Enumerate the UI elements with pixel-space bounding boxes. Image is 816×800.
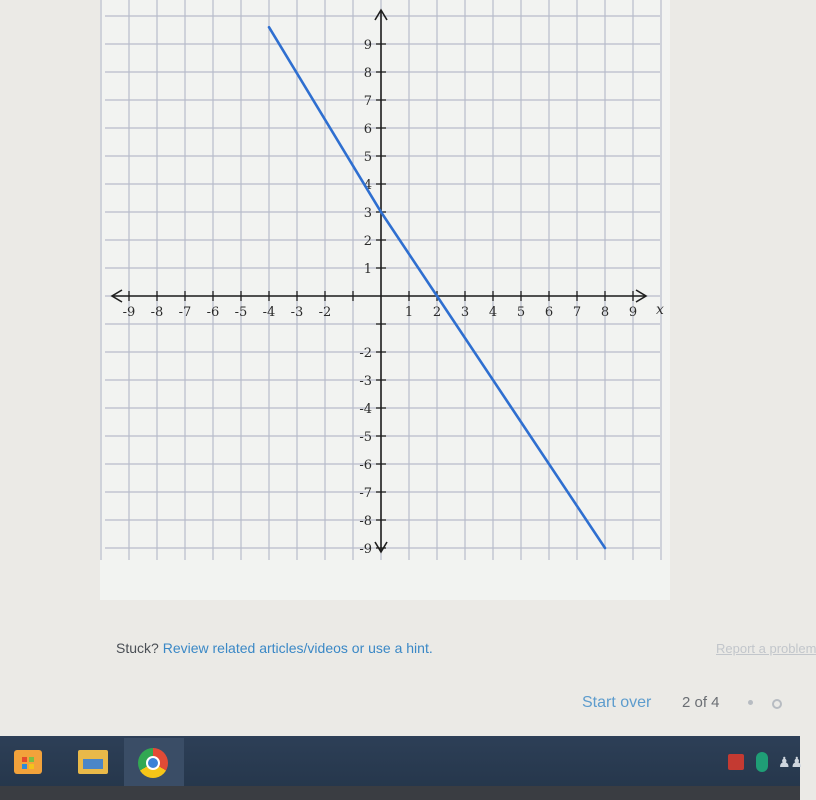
chrome-icon[interactable] bbox=[138, 748, 168, 778]
y-tick-label: -5 bbox=[359, 430, 372, 445]
y-tick-label: 2 bbox=[363, 234, 372, 249]
y-tick-label: -3 bbox=[359, 374, 372, 389]
x-tick-label: 2 bbox=[432, 305, 442, 320]
x-tick-label: -5 bbox=[234, 305, 248, 320]
progress-indicator: 2 of 4 bbox=[682, 694, 720, 711]
folder-icon[interactable] bbox=[78, 750, 108, 774]
y-tick-label: 4 bbox=[363, 178, 372, 193]
x-tick-label: -9 bbox=[122, 305, 136, 320]
y-tick-label: 7 bbox=[363, 94, 372, 109]
x-tick-label: -8 bbox=[150, 305, 164, 320]
start-over-button[interactable]: Start over bbox=[582, 694, 652, 711]
x-tick-label: -7 bbox=[178, 305, 192, 320]
review-link[interactable]: Review related articles/videos or use a hint. bbox=[162, 640, 433, 656]
y-tick-label: 3 bbox=[363, 206, 372, 221]
people-icon[interactable]: ♟♟ bbox=[778, 754, 804, 770]
store-icon[interactable] bbox=[14, 750, 42, 774]
x-tick-label: 3 bbox=[460, 305, 470, 320]
y-tick-label: -9 bbox=[359, 542, 372, 557]
y-tick-label: -2 bbox=[359, 346, 372, 361]
progress-dot-current bbox=[772, 699, 782, 709]
y-tick-label: 6 bbox=[363, 122, 372, 137]
y-tick-label: 5 bbox=[363, 150, 372, 165]
x-tick-label: 6 bbox=[544, 305, 554, 320]
monitor-bezel bbox=[0, 786, 800, 800]
y-tick-label: 8 bbox=[363, 66, 372, 81]
stuck-label: Stuck? bbox=[116, 640, 159, 656]
x-tick-label: -6 bbox=[206, 305, 220, 320]
x-tick-label: 5 bbox=[516, 305, 526, 320]
x-tick-label: 4 bbox=[488, 305, 498, 320]
network-icon[interactable] bbox=[756, 752, 768, 772]
y-tick-label: 9 bbox=[363, 38, 372, 53]
y-tick-label: 1 bbox=[363, 262, 372, 277]
graph-area bbox=[100, 0, 670, 600]
x-tick-label: -4 bbox=[262, 305, 276, 320]
y-tick-label: -8 bbox=[359, 514, 372, 529]
x-tick-label: 9 bbox=[628, 305, 638, 320]
x-tick-label: -3 bbox=[290, 305, 304, 320]
acrobat-icon[interactable] bbox=[728, 754, 744, 770]
x-tick-label: 7 bbox=[572, 305, 582, 320]
x-axis-label: x bbox=[656, 302, 664, 318]
y-tick-label: -6 bbox=[359, 458, 372, 473]
progress-dot-complete bbox=[748, 700, 753, 705]
y-tick-label: -4 bbox=[359, 402, 372, 417]
y-tick-label: -7 bbox=[359, 486, 372, 501]
help-row bbox=[116, 640, 433, 656]
x-tick-label: 1 bbox=[404, 305, 414, 320]
report-problem-link[interactable]: Report a problem bbox=[716, 641, 816, 656]
x-tick-label: 8 bbox=[600, 305, 610, 320]
coordinate-plane bbox=[100, 0, 670, 600]
x-tick-label: -2 bbox=[318, 305, 332, 320]
